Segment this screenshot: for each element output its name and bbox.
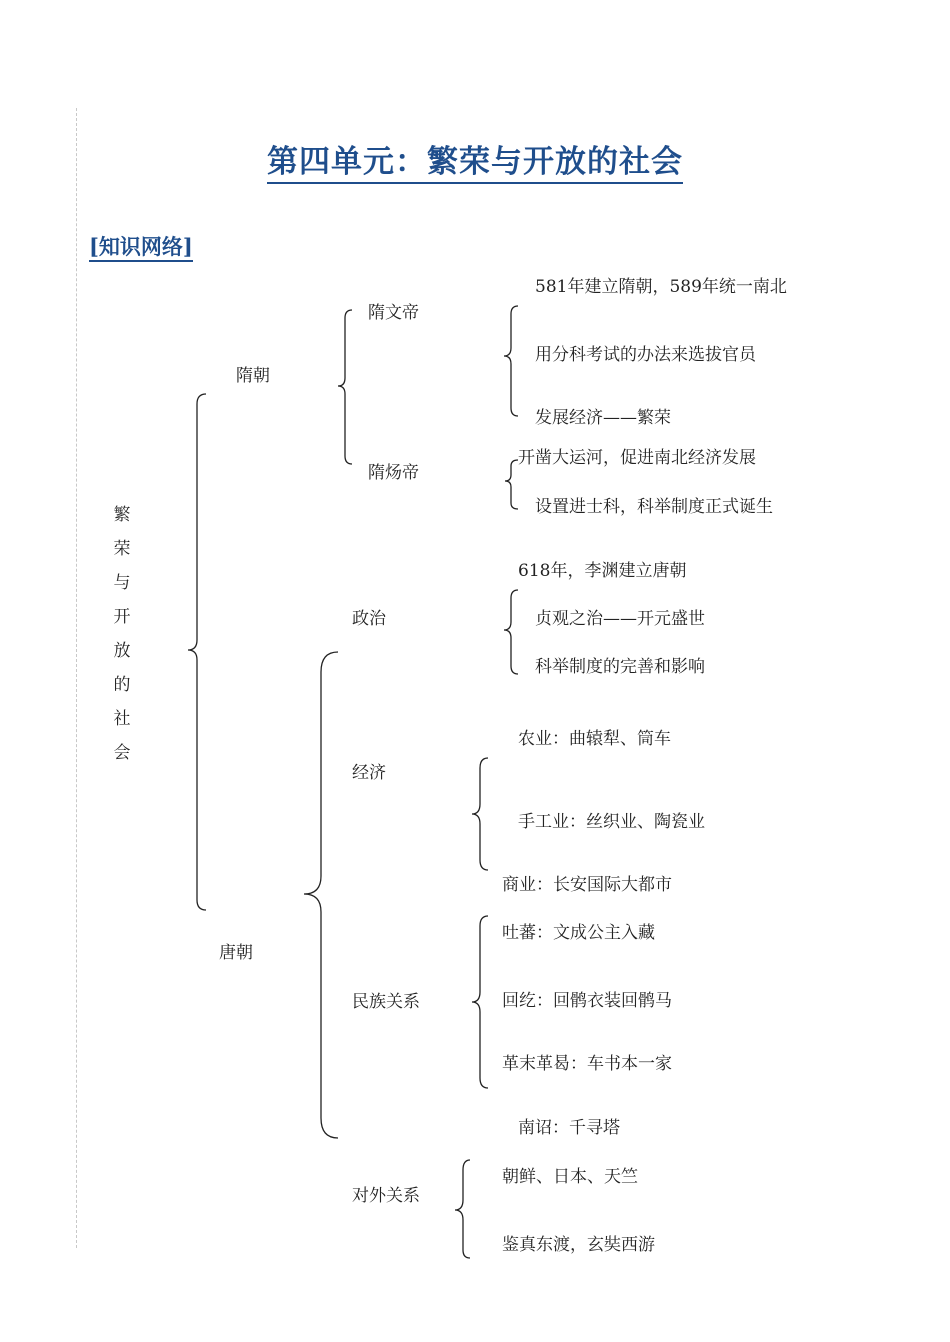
root-label <box>112 498 132 770</box>
root-char: 繁 <box>113 505 131 525</box>
foreign-item: 鉴真东渡，玄奘西游 <box>502 1235 655 1255</box>
economy-label: 经济 <box>352 763 386 783</box>
foreign-item: 朝鲜、日本、天竺 <box>502 1167 638 1187</box>
wendi-brace <box>504 306 518 416</box>
wendi-label: 隋文帝 <box>368 303 419 323</box>
section-heading: [知识网络] <box>89 234 193 262</box>
root-char: 放 <box>113 641 131 661</box>
ethnic-item: 吐蕃：文成公主入藏 <box>502 923 655 943</box>
root-char: 与 <box>113 573 131 593</box>
yangdi-item: 设置进士科，科举制度正式诞生 <box>535 497 773 517</box>
tang-brace <box>304 652 338 1138</box>
sui-brace <box>338 310 352 464</box>
yangdi-item: 开凿大运河，促进南北经济发展 <box>518 448 756 468</box>
economy-brace <box>472 758 488 870</box>
page-title-text: 第四单元：繁荣与开放的社会 <box>267 144 683 184</box>
economy-item: 商业：长安国际大都市 <box>502 875 672 895</box>
wendi-item: 发展经济——繁荣 <box>535 408 671 428</box>
politics-item: 618年，李渊建立唐朝 <box>518 561 687 581</box>
root-char: 社 <box>113 709 131 729</box>
wendi-item: 581年建立隋朝，589年统一南北 <box>535 277 787 297</box>
root-brace <box>188 394 206 910</box>
ethnic-item: 革末革曷：车书本一家 <box>502 1054 672 1074</box>
economy-item: 手工业：丝织业、陶瓷业 <box>518 812 705 832</box>
foreign-label: 对外关系 <box>352 1186 420 1206</box>
root-char: 开 <box>113 607 131 627</box>
ethnic-brace <box>472 916 488 1088</box>
politics-item: 科举制度的完善和影响 <box>535 657 705 677</box>
root-char: 的 <box>113 675 131 695</box>
tang-label: 唐朝 <box>219 943 253 963</box>
sui-label: 隋朝 <box>236 366 270 386</box>
root-char: 荣 <box>113 539 131 559</box>
yangdi-label: 隋炀帝 <box>368 463 419 483</box>
ethnic-item: 南诏：千寻塔 <box>518 1118 620 1138</box>
foreign-brace <box>455 1160 470 1258</box>
ethnic-label: 民族关系 <box>352 992 420 1012</box>
root-char: 会 <box>113 743 131 763</box>
politics-label: 政治 <box>352 609 386 629</box>
politics-item: 贞观之治——开元盛世 <box>535 609 705 629</box>
politics-brace <box>504 590 518 674</box>
economy-item: 农业：曲辕犁、筒车 <box>518 729 671 749</box>
ethnic-item: 回纥：回鹘衣装回鹘马 <box>502 991 672 1011</box>
wendi-item: 用分科考试的办法来选拔官员 <box>535 345 756 365</box>
yangdi-brace <box>505 460 518 509</box>
